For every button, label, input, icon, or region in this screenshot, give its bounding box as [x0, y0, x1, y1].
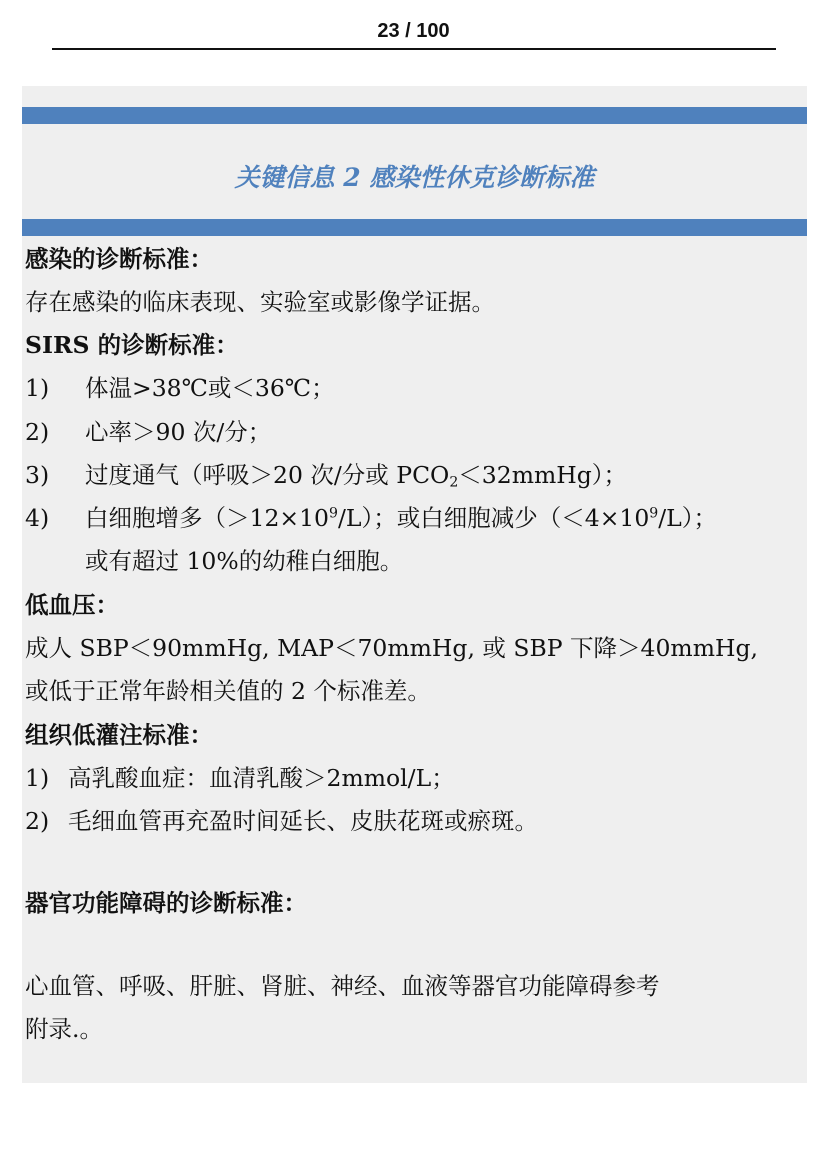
list-text: ＜32mmHg）；	[458, 461, 628, 489]
list-text: 心率＞90 次/分；	[85, 418, 272, 446]
hypotension-line: 或低于正常年龄相关值的 2 个标准差。	[25, 677, 431, 705]
hypotension-heading: 低血压：	[25, 591, 119, 619]
list-number: 2)	[25, 807, 50, 835]
list-text: 体温>38℃或＜36℃；	[85, 374, 335, 402]
list-item	[25, 807, 538, 835]
list-item	[25, 504, 718, 532]
hypotension-line: 成人 SBP＜90mmHg, MAP＜70mmHg, 或 SBP 下降＞40mmHg,	[25, 634, 758, 662]
list-item	[25, 374, 335, 402]
box-title: 关键信息 2 感染性休克诊断标准	[234, 163, 595, 192]
list-number: 3)	[25, 461, 50, 489]
box-top-bar	[22, 107, 807, 124]
sirs-heading: SIRS 的诊断标准：	[25, 331, 239, 359]
organ-line: 附录.。	[25, 1015, 103, 1043]
organ-line: 心血管、呼吸、肝脏、肾脏、神经、血液等器官功能障碍参考	[25, 972, 660, 1000]
superscript: 9	[329, 505, 338, 522]
header-rule	[52, 48, 776, 50]
list-item	[25, 764, 455, 792]
list-text: 毛细血管再充盈时间延长、皮肤花斑或瘀斑。	[68, 807, 538, 835]
list-text: /L）；	[658, 504, 718, 532]
list-item	[25, 461, 628, 491]
organ-heading: 器官功能障碍的诊断标准：	[25, 889, 307, 917]
list-number: 2)	[25, 418, 50, 446]
page-number: 23 / 100	[377, 20, 450, 42]
list-number: 4)	[25, 504, 50, 532]
infection-heading: 感染的诊断标准：	[25, 245, 213, 273]
infection-text: 存在感染的临床表现、实验室或影像学证据。	[25, 288, 495, 316]
list-text: 过度通气（呼吸＞20 次/分或 PCO	[85, 461, 450, 489]
list-item	[25, 418, 272, 446]
list-text: /L）；或白细胞减少（＜4×10	[337, 504, 650, 532]
subscript: 2	[449, 474, 459, 491]
list-text: 高乳酸血症：血清乳酸＞2mmol/L；	[68, 764, 455, 792]
list-number: 1)	[25, 374, 50, 402]
list-text: 白细胞增多（＞12×10	[85, 504, 329, 532]
box-bottom-bar	[22, 219, 807, 236]
hypoperfusion-heading: 组织低灌注标准：	[25, 721, 213, 749]
key-info-box	[22, 86, 807, 1083]
superscript: 9	[649, 505, 659, 522]
list-item-continuation: 或有超过 10%的幼稚白细胞。	[85, 547, 404, 575]
list-number: 1)	[25, 764, 50, 792]
